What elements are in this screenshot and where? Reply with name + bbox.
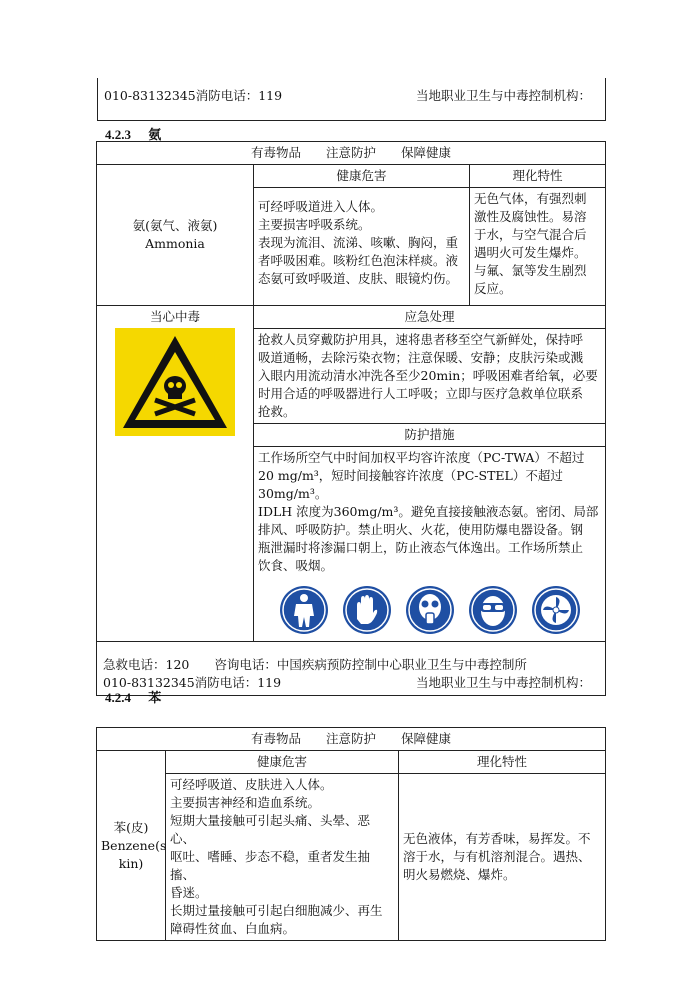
- text-line: 主要损害神经和造血系统。: [170, 795, 321, 810]
- banner: 有毒物品 注意防护 保障健康: [97, 728, 606, 751]
- text-line: 障碍性贫血、白血病。: [170, 921, 296, 936]
- text-line: 反应。: [474, 281, 512, 296]
- substance-name-cell: [97, 751, 166, 941]
- banner: 有毒物品 注意防护 保障健康: [97, 142, 606, 165]
- text-line: 与氟、氯等发生剧烈: [474, 263, 587, 278]
- footer-line-2: [103, 674, 599, 692]
- gas-mask-icon: [405, 585, 455, 635]
- text-line: 工作场所空气中时间加权平均容许浓度（PC-TWA）不超过: [258, 450, 585, 465]
- text-line: 吸道通畅，去除污染衣物；注意保暖、安静；皮肤污染或溅: [258, 350, 584, 365]
- text-line: 于水，与空气混合后: [474, 227, 587, 242]
- section-number: 4.2.4: [105, 690, 131, 705]
- substance-name-line: kin): [118, 855, 144, 871]
- top-agency-label: 当地职业卫生与中毒控制机构：: [415, 88, 591, 103]
- text-line: 昏迷。: [170, 885, 208, 900]
- physchem-header: 理化特性: [399, 751, 606, 774]
- poison-warning-icon: [115, 328, 235, 436]
- top-contact-box: [97, 78, 606, 121]
- physchem-header: 理化特性: [470, 165, 606, 188]
- benzene-table: [96, 727, 606, 941]
- physchem-text: [399, 774, 606, 941]
- section-number: 4.2.3: [105, 127, 131, 142]
- text-line: 呕吐、嗜睡、步态不稳，重者发生抽搐、: [170, 849, 371, 882]
- text-line: 时用合适的呼吸器进行人工呼吸；立即与医疗急救单位联系: [258, 386, 584, 401]
- ammonia-table: [96, 141, 606, 696]
- text-line: 可经呼吸道、皮肤进入人体。: [170, 777, 333, 792]
- health-header: 健康危害: [254, 165, 470, 188]
- text-line: 无色气体，有强烈刺: [474, 191, 587, 206]
- text-line: 抢救。: [258, 404, 296, 419]
- text-line: 表现为流泪、流涕、咳嗽、胸闷，重: [258, 235, 459, 250]
- text-line: 抢救人员穿戴防护用具，速将患者移至空气新鲜处，保持呼: [258, 332, 584, 347]
- physchem-text: [470, 188, 606, 306]
- text-line: 排风、呼吸防护。禁止明火、火花，使用防爆电器设备。钢: [258, 522, 584, 537]
- substance-name-line: 苯(皮): [113, 819, 149, 835]
- health-header: 健康危害: [166, 751, 399, 774]
- health-hazard-text: [254, 188, 470, 306]
- protection-header: 防护措施: [254, 424, 606, 447]
- text-line: 激性及腐蚀性。易溶: [474, 209, 587, 224]
- text-line: 可经呼吸道进入人体。: [258, 199, 384, 214]
- text-line: 明火易燃烧、爆炸。: [403, 867, 516, 882]
- text-line: 20 mg/m³，短时间接触容许浓度（PC-STEL）不超过30mg/m³。: [258, 468, 563, 501]
- text-line: 态氨可致呼吸道、皮肤、眼镜灼伤。: [258, 271, 459, 286]
- text-line: 主要损害呼吸系统。: [258, 217, 371, 232]
- substance-name-cn: 氨(氨气、液氨): [132, 218, 218, 233]
- contact-footer: [97, 642, 606, 696]
- substance-name-en: Ammonia: [145, 236, 205, 251]
- text-line: 遇明火可发生爆炸。: [474, 245, 587, 260]
- warning-cell: [97, 306, 254, 642]
- text-line: 瓶泄漏时将渗漏口朝上，防止液态气体逸出。工作场所禁止: [258, 540, 584, 555]
- goggles-icon: [468, 585, 518, 635]
- protection-text: [254, 447, 606, 642]
- footer-line-1: 急救电话：120 咨询电话：中国疾病预防控制中心职业卫生与中毒控制所: [103, 657, 527, 672]
- text-line: 入眼内用流动清水冲洗各至少20min；呼吸困难者给氧，必要: [258, 368, 598, 383]
- footer-agency: 当地职业卫生与中毒控制机构：: [415, 675, 591, 690]
- text-line: IDLH 浓度为360mg/m³。避免直接接触液态氨。密闭、局部: [258, 504, 599, 519]
- section-title: 氨: [148, 127, 162, 142]
- gloves-icon: [342, 585, 392, 635]
- text-line: 者呼吸困难。咳粉红色泡沫样痰。液: [258, 253, 459, 268]
- text-line: 短期大量接触可引起头痛、头晕、恶心、: [170, 813, 371, 846]
- section-heading-benzene: [105, 687, 161, 706]
- emergency-text: [254, 329, 606, 424]
- health-hazard-text: [166, 774, 399, 941]
- substance-name-line: Benzene(s: [101, 837, 167, 853]
- text-line: 溶于水，与有机溶剂混合。遇热、: [403, 849, 591, 864]
- text-line: 长期过量接触可引起白细胞减少、再生: [170, 903, 383, 918]
- section-title: 苯: [148, 690, 162, 705]
- substance-name-cell: [97, 165, 254, 306]
- text-line: 饮食、吸烟。: [258, 558, 334, 573]
- warning-label: 当心中毒: [149, 309, 200, 324]
- top-phone-line: 010-83132345消防电话：119: [104, 88, 283, 103]
- text-line: 无色液体，有芳香味，易挥发。不: [403, 831, 591, 846]
- footer-phone: 010-83132345消防电话：119: [103, 675, 282, 690]
- ppe-icons-row: [258, 575, 601, 639]
- emergency-header: 应急处理: [254, 306, 606, 329]
- protective-clothing-icon: [279, 585, 329, 635]
- ventilation-icon: [531, 585, 581, 635]
